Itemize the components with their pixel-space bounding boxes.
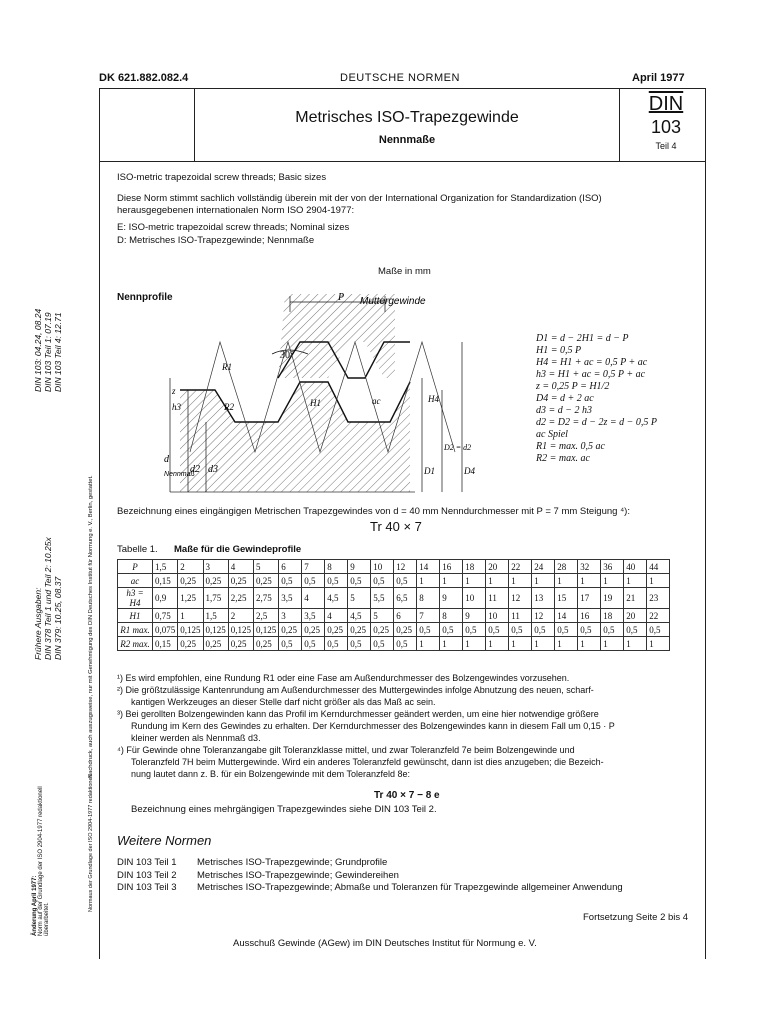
table-cell: 19: [601, 588, 624, 609]
row-header: R1 max.: [118, 623, 153, 637]
label-angle: 30°: [280, 350, 294, 361]
table-cell: 8: [417, 588, 440, 609]
table-cell: 6,5: [394, 588, 417, 609]
further-item: DIN 103 Teil 1 Metrisches ISO-Trapezgewinde; Grundprofile: [117, 857, 388, 868]
table-cell: 1: [555, 574, 578, 588]
table-cell: 0,25: [348, 623, 371, 637]
table-cell: 0,5: [325, 637, 348, 651]
table-cell: 0,25: [279, 623, 302, 637]
table-cell: 1: [178, 609, 203, 623]
intro-line-1: Diese Norm stimmt sachlich vollständig überein mit der von der International Organization for Standardization (ISO): [117, 193, 602, 204]
label-r2: R2: [224, 402, 234, 412]
intro-german: D: Metrisches ISO-Trapezgewinde; Nennmaße: [117, 235, 315, 246]
table-cell: 0,125: [228, 623, 253, 637]
table-cell: 20: [486, 560, 509, 574]
table-cell: 0,15: [153, 574, 178, 588]
table-cell: 11: [509, 609, 532, 623]
table-cell: 28: [555, 560, 578, 574]
table-cell: 0,5: [394, 574, 417, 588]
label-h4: H4: [428, 394, 439, 404]
table-cell: 1: [417, 637, 440, 651]
formula-list: [536, 333, 657, 465]
table-cell: 0,5: [486, 623, 509, 637]
table-cell: 3: [279, 609, 302, 623]
table-cell: 1: [486, 574, 509, 588]
label-nennmass: Nennmaß: [164, 471, 195, 478]
table-cell: 0,075: [153, 623, 178, 637]
footnote-4: ⁴) Für Gewinde ohne Toleranzangabe gilt Toleranzklasse mittel, und zwar Toleranzfeld 7e beim Bolzengewinde und: [117, 745, 575, 755]
label-p: P: [338, 292, 345, 303]
table-cell: 0,125: [203, 623, 228, 637]
table-cell: 1: [555, 637, 578, 651]
table-cell: 23: [647, 588, 670, 609]
table-cell: 21: [624, 588, 647, 609]
table-cell: 4,5: [348, 609, 371, 623]
label-D4: D4: [464, 466, 475, 476]
table-cell: 3: [203, 560, 228, 574]
table-cell: 0,15: [153, 637, 178, 651]
table-cell: 1: [463, 637, 486, 651]
table-cell: 0,5: [509, 623, 532, 637]
din-part: Teil 4: [655, 141, 677, 151]
table-row: [118, 637, 670, 651]
table-cell: 0,5: [555, 623, 578, 637]
footnote-2: ²) Die größtzulässige Kantenrundung am Außendurchmesser des Muttergewindes infolge Abnutzung des neuen, scharf-: [117, 685, 594, 695]
table-cell: 10: [371, 560, 394, 574]
table-cell: 0,5: [348, 574, 371, 588]
din-number: 103: [650, 117, 682, 137]
table-cell: 12: [509, 588, 532, 609]
table-cell: 17: [578, 588, 601, 609]
table-cell: 5: [254, 560, 279, 574]
table-cell: 0,25: [203, 574, 228, 588]
row-header: h3 = H4: [118, 588, 153, 609]
row-header: P: [118, 560, 153, 574]
table-cell: 0,5: [417, 623, 440, 637]
table-cell: 4: [302, 588, 325, 609]
table-cell: 2,25: [228, 588, 253, 609]
formula: d3 = d − 2 h3: [536, 405, 592, 416]
label-D1: D1: [424, 466, 435, 476]
table-cell: 0,5: [279, 574, 302, 588]
table-cell: 18: [601, 609, 624, 623]
formula: R2 = max. ac: [536, 453, 590, 464]
table-cell: 2,75: [254, 588, 279, 609]
table-cell: 1: [578, 637, 601, 651]
table-cell: 14: [417, 560, 440, 574]
table-cell: 10: [486, 609, 509, 623]
table-cell: 32: [578, 560, 601, 574]
table-row: [118, 623, 670, 637]
table-cell: 0,125: [178, 623, 203, 637]
formula: R1 = max. 0,5 ac: [536, 441, 605, 452]
table-cell: 5,5: [371, 588, 394, 609]
table-cell: 2: [178, 560, 203, 574]
profile-heading: Nennprofile: [117, 292, 173, 303]
table-cell: 2: [228, 609, 253, 623]
table-cell: 7: [417, 609, 440, 623]
table-cell: 3,5: [302, 609, 325, 623]
table-row: [118, 574, 670, 588]
table-cell: 5: [348, 588, 371, 609]
intro-english: E: ISO-metric trapezoidal screw threads; Nominal sizes: [117, 222, 350, 233]
table-cell: 6: [279, 560, 302, 574]
designation-example: Tr 40 × 7: [370, 519, 422, 534]
table-caption: Maße für die Gewindeprofile: [174, 544, 302, 555]
header-date: April 1977: [632, 72, 685, 84]
side-copyright: Nachdruck, auch auszugsweise, nur mit Genehmigung des DIN Deutsches Institut für Normung e. V., Berlin, gestattet.: [88, 475, 94, 778]
table-cell: 4: [325, 609, 348, 623]
table-cell: 1: [509, 637, 532, 651]
table-cell: 12: [532, 609, 555, 623]
table-cell: 1: [578, 574, 601, 588]
formula: h3 = H1 + ac = 0,5 P + ac: [536, 369, 646, 380]
table-cell: 8: [440, 609, 463, 623]
table-cell: 1,5: [153, 560, 178, 574]
table-cell: 1: [463, 574, 486, 588]
table-cell: 0,5: [578, 623, 601, 637]
table-cell: 7: [302, 560, 325, 574]
table-cell: 1: [601, 637, 624, 651]
english-title: ISO-metric trapezoidal screw threads; Basic sizes: [117, 172, 327, 183]
formula: ac Spiel: [536, 429, 568, 440]
table-cell: 18: [463, 560, 486, 574]
table-cell: 0,25: [228, 637, 253, 651]
table-cell: 0,25: [325, 623, 348, 637]
table-cell: 0,25: [178, 637, 203, 651]
side-note: Normaus der Grundlage der ISO 2904-1977 redaktionell: [88, 775, 94, 912]
formula: z = 0,25 P = H1/2: [536, 381, 610, 392]
table-cell: 0,5: [371, 637, 394, 651]
table-cell: 16: [578, 609, 601, 623]
table-cell: 0,25: [254, 637, 279, 651]
table-row: [118, 588, 670, 609]
table-cell: 16: [440, 560, 463, 574]
table-cell: 13: [532, 588, 555, 609]
further-list: [117, 857, 623, 895]
table-cell: 1: [532, 574, 555, 588]
din-label: DIN: [648, 93, 684, 115]
doc-subtitle: Nennmaße: [378, 134, 436, 146]
table-cell: 0,5: [302, 637, 325, 651]
table-cell: 1: [486, 637, 509, 651]
table-cell: 6: [394, 609, 417, 623]
table-cell: 1: [647, 637, 670, 651]
table-cell: 0,125: [254, 623, 279, 637]
title-box: [99, 88, 706, 162]
table-cell: 0,75: [153, 609, 178, 623]
table-cell: 0,25: [203, 637, 228, 651]
table-cell: 0,5: [348, 637, 371, 651]
label-d3: d3: [208, 464, 218, 475]
label-muttergewinde: Muttergewinde: [360, 296, 426, 307]
designation-line: Bezeichnung eines eingängigen Metrischen Trapezgewindes von d = 40 mm Nenndurchmesser mit P = 7 mm Steigung ⁴):: [117, 506, 630, 517]
table-cell: 0,25: [371, 623, 394, 637]
intro-line-2: herausgegebenen internationalen Norm ISO 2904-1977:: [117, 205, 355, 216]
label-D2-d2: D2 = d2: [444, 443, 472, 452]
further-heading: Weitere Normen: [117, 833, 212, 848]
row-header: R2 max.: [118, 637, 153, 651]
formula: H4 = H1 + ac = 0,5 P + ac: [536, 357, 648, 368]
table-cell: 24: [532, 560, 555, 574]
table-cell: 1: [440, 574, 463, 588]
table-cell: 1,25: [178, 588, 203, 609]
table-cell: 20: [624, 609, 647, 623]
footnote-example: Tr 40 × 7 − 8 e: [374, 790, 440, 801]
table-cell: 0,5: [463, 623, 486, 637]
table-cell: 1: [440, 637, 463, 651]
further-item: DIN 103 Teil 2 Metrisches ISO-Trapezgewinde; Gewindereihen: [117, 869, 399, 881]
table-cell: 11: [486, 588, 509, 609]
side-current-editions: DIN 103: 04.24, 08.24 DIN 103 Teil 1: 07.19 DIN 103 Teil 4: 12.71: [33, 308, 63, 392]
table-cell: 0,25: [302, 623, 325, 637]
committee: Ausschuß Gewinde (AGew) im DIN Deutsches Institut für Normung e. V.: [233, 938, 537, 949]
table-cell: 0,25: [394, 623, 417, 637]
table-cell: 1,5: [203, 609, 228, 623]
label-z: z: [172, 386, 176, 396]
label-h1: H1: [310, 398, 321, 408]
table-cell: 0,5: [279, 637, 302, 651]
table-cell: 8: [325, 560, 348, 574]
table-cell: 0,25: [228, 574, 253, 588]
table-cell: 22: [647, 609, 670, 623]
table-caption-number: Tabelle 1.: [117, 544, 158, 555]
table-cell: 5: [371, 609, 394, 623]
table-cell: 15: [555, 588, 578, 609]
table-cell: 44: [647, 560, 670, 574]
table-cell: 9: [440, 588, 463, 609]
formula: H1 = 0,5 P: [536, 345, 582, 356]
table-cell: 2,5: [254, 609, 279, 623]
table-cell: 0,25: [178, 574, 203, 588]
footnote-1: ¹) Es wird empfohlen, eine Rundung R1 oder eine Fase am Außendurchmesser des Bolzengewindes vorzusehen.: [117, 673, 570, 683]
table-cell: 4: [228, 560, 253, 574]
continuation: Fortsetzung Seite 2 bis 4: [583, 912, 689, 923]
table-cell: 1: [624, 574, 647, 588]
side-change-note: Änderung April 1977: Norm auf der Grundlage der ISO 2904-1977 redaktionell überarbeitet.: [32, 786, 50, 936]
row-header: H1: [118, 609, 153, 623]
doc-title: Metrisches ISO-Trapezgewinde: [295, 109, 519, 126]
table-cell: 12: [394, 560, 417, 574]
label-h3: h3: [172, 402, 181, 412]
table-cell: 40: [624, 560, 647, 574]
table-cell: 0,25: [254, 574, 279, 588]
doc-number: DK 621.882.082.4: [99, 72, 189, 84]
table-cell: 1: [417, 574, 440, 588]
table-cell: 0,5: [601, 623, 624, 637]
table-cell: 0,5: [325, 574, 348, 588]
table-cell: 1: [601, 574, 624, 588]
table-cell: 14: [555, 609, 578, 623]
formula: D1 = d − 2H1 = d − P: [536, 333, 629, 344]
label-d: d: [164, 454, 169, 465]
multistart-note: Bezeichnung eines mehrgängigen Trapezgewindes siehe DIN 103 Teil 2.: [131, 804, 437, 815]
table-cell: 9: [463, 609, 486, 623]
table-cell: 0,5: [302, 574, 325, 588]
table-cell: 9: [348, 560, 371, 574]
thread-profile-table: [117, 559, 670, 651]
table-cell: 0,5: [647, 623, 670, 637]
table-cell: 1: [624, 637, 647, 651]
table-cell: 0,5: [371, 574, 394, 588]
side-previous-editions: Frühere Ausgaben: DIN 378 Teil 1 und Teil 2: 10.25x DIN 379: 10.25, 08.37: [33, 537, 63, 660]
label-r1: R1: [222, 362, 232, 372]
formula: D4 = d + 2 ac: [536, 393, 594, 404]
table-cell: 1: [509, 574, 532, 588]
table-cell: 10: [463, 588, 486, 609]
table-cell: 1: [647, 574, 670, 588]
table-cell: 22: [509, 560, 532, 574]
footnotes: ¹) Es wird empfohlen, eine Rundung R1 oder eine Fase am Außendurchmesser des Bolzengewindes vorzusehen. ²) Die größtzulässige Kantenrundung am Außendurchmesser des Muttergewindes infolge Abnutzung des neuen, scharf- kantigen Werkzeuges an dieser Stelle darf nicht größer als das Maß ac sein. ³) Bei gerollten Bolzengewinden kann das Profil im Kerndurchmesser geändert werden, um eine hier notwendige größere Rundung im Kern des Gewindes zu erhalten. Der Kerndurchmesser des Bolzengewindes kann in diesem Fall um 0,15 · P kleiner werden als Nennmaß d3. ⁴) Für Gewinde ohne Toleranzangabe gilt Toleranzklasse mittel, und zwar Toleranzfeld 7e beim Bolzengewinde und Toleranzfeld 7H beim Muttergewinde. Wird ein anderes Toleranzfeld gewünscht, dann ist dies anzugeben; die Bezeich- nung lautet dann z. B. für ein Bolzengewinde mit dem Toleranzfeld 8e:: [117, 673, 615, 779]
table-cell: 1,75: [203, 588, 228, 609]
header-center: DEUTSCHE NORMEN: [340, 72, 460, 84]
units-note: Maße in mm: [378, 266, 431, 277]
footnote-3: ³) Bei gerollten Bolzengewinden kann das Profil im Kerndurchmesser geändert werden, um eine hier notwendige größere: [117, 709, 599, 719]
label-d2: d2: [190, 464, 200, 475]
table-cell: 0,5: [532, 623, 555, 637]
table-cell: 36: [601, 560, 624, 574]
table-cell: 0,5: [440, 623, 463, 637]
table-cell: 0,9: [153, 588, 178, 609]
row-header: ac: [118, 574, 153, 588]
thread-profile-diagram: [160, 282, 500, 500]
table-cell: 3,5: [279, 588, 302, 609]
further-item: DIN 103 Teil 3 Metrisches ISO-Trapezgewinde; Abmaße und Toleranzen für Trapezgewinde allgemeiner Anwendung: [117, 882, 623, 893]
table-cell: 0,5: [394, 637, 417, 651]
formula: d2 = D2 = d − 2z = d − 0,5 P: [536, 417, 657, 428]
table-cell: 4,5: [325, 588, 348, 609]
table-cell: 0,5: [624, 623, 647, 637]
label-ac: ac: [372, 396, 381, 406]
table-row: [118, 560, 670, 574]
table-cell: 1: [532, 637, 555, 651]
table-row: [118, 609, 670, 623]
